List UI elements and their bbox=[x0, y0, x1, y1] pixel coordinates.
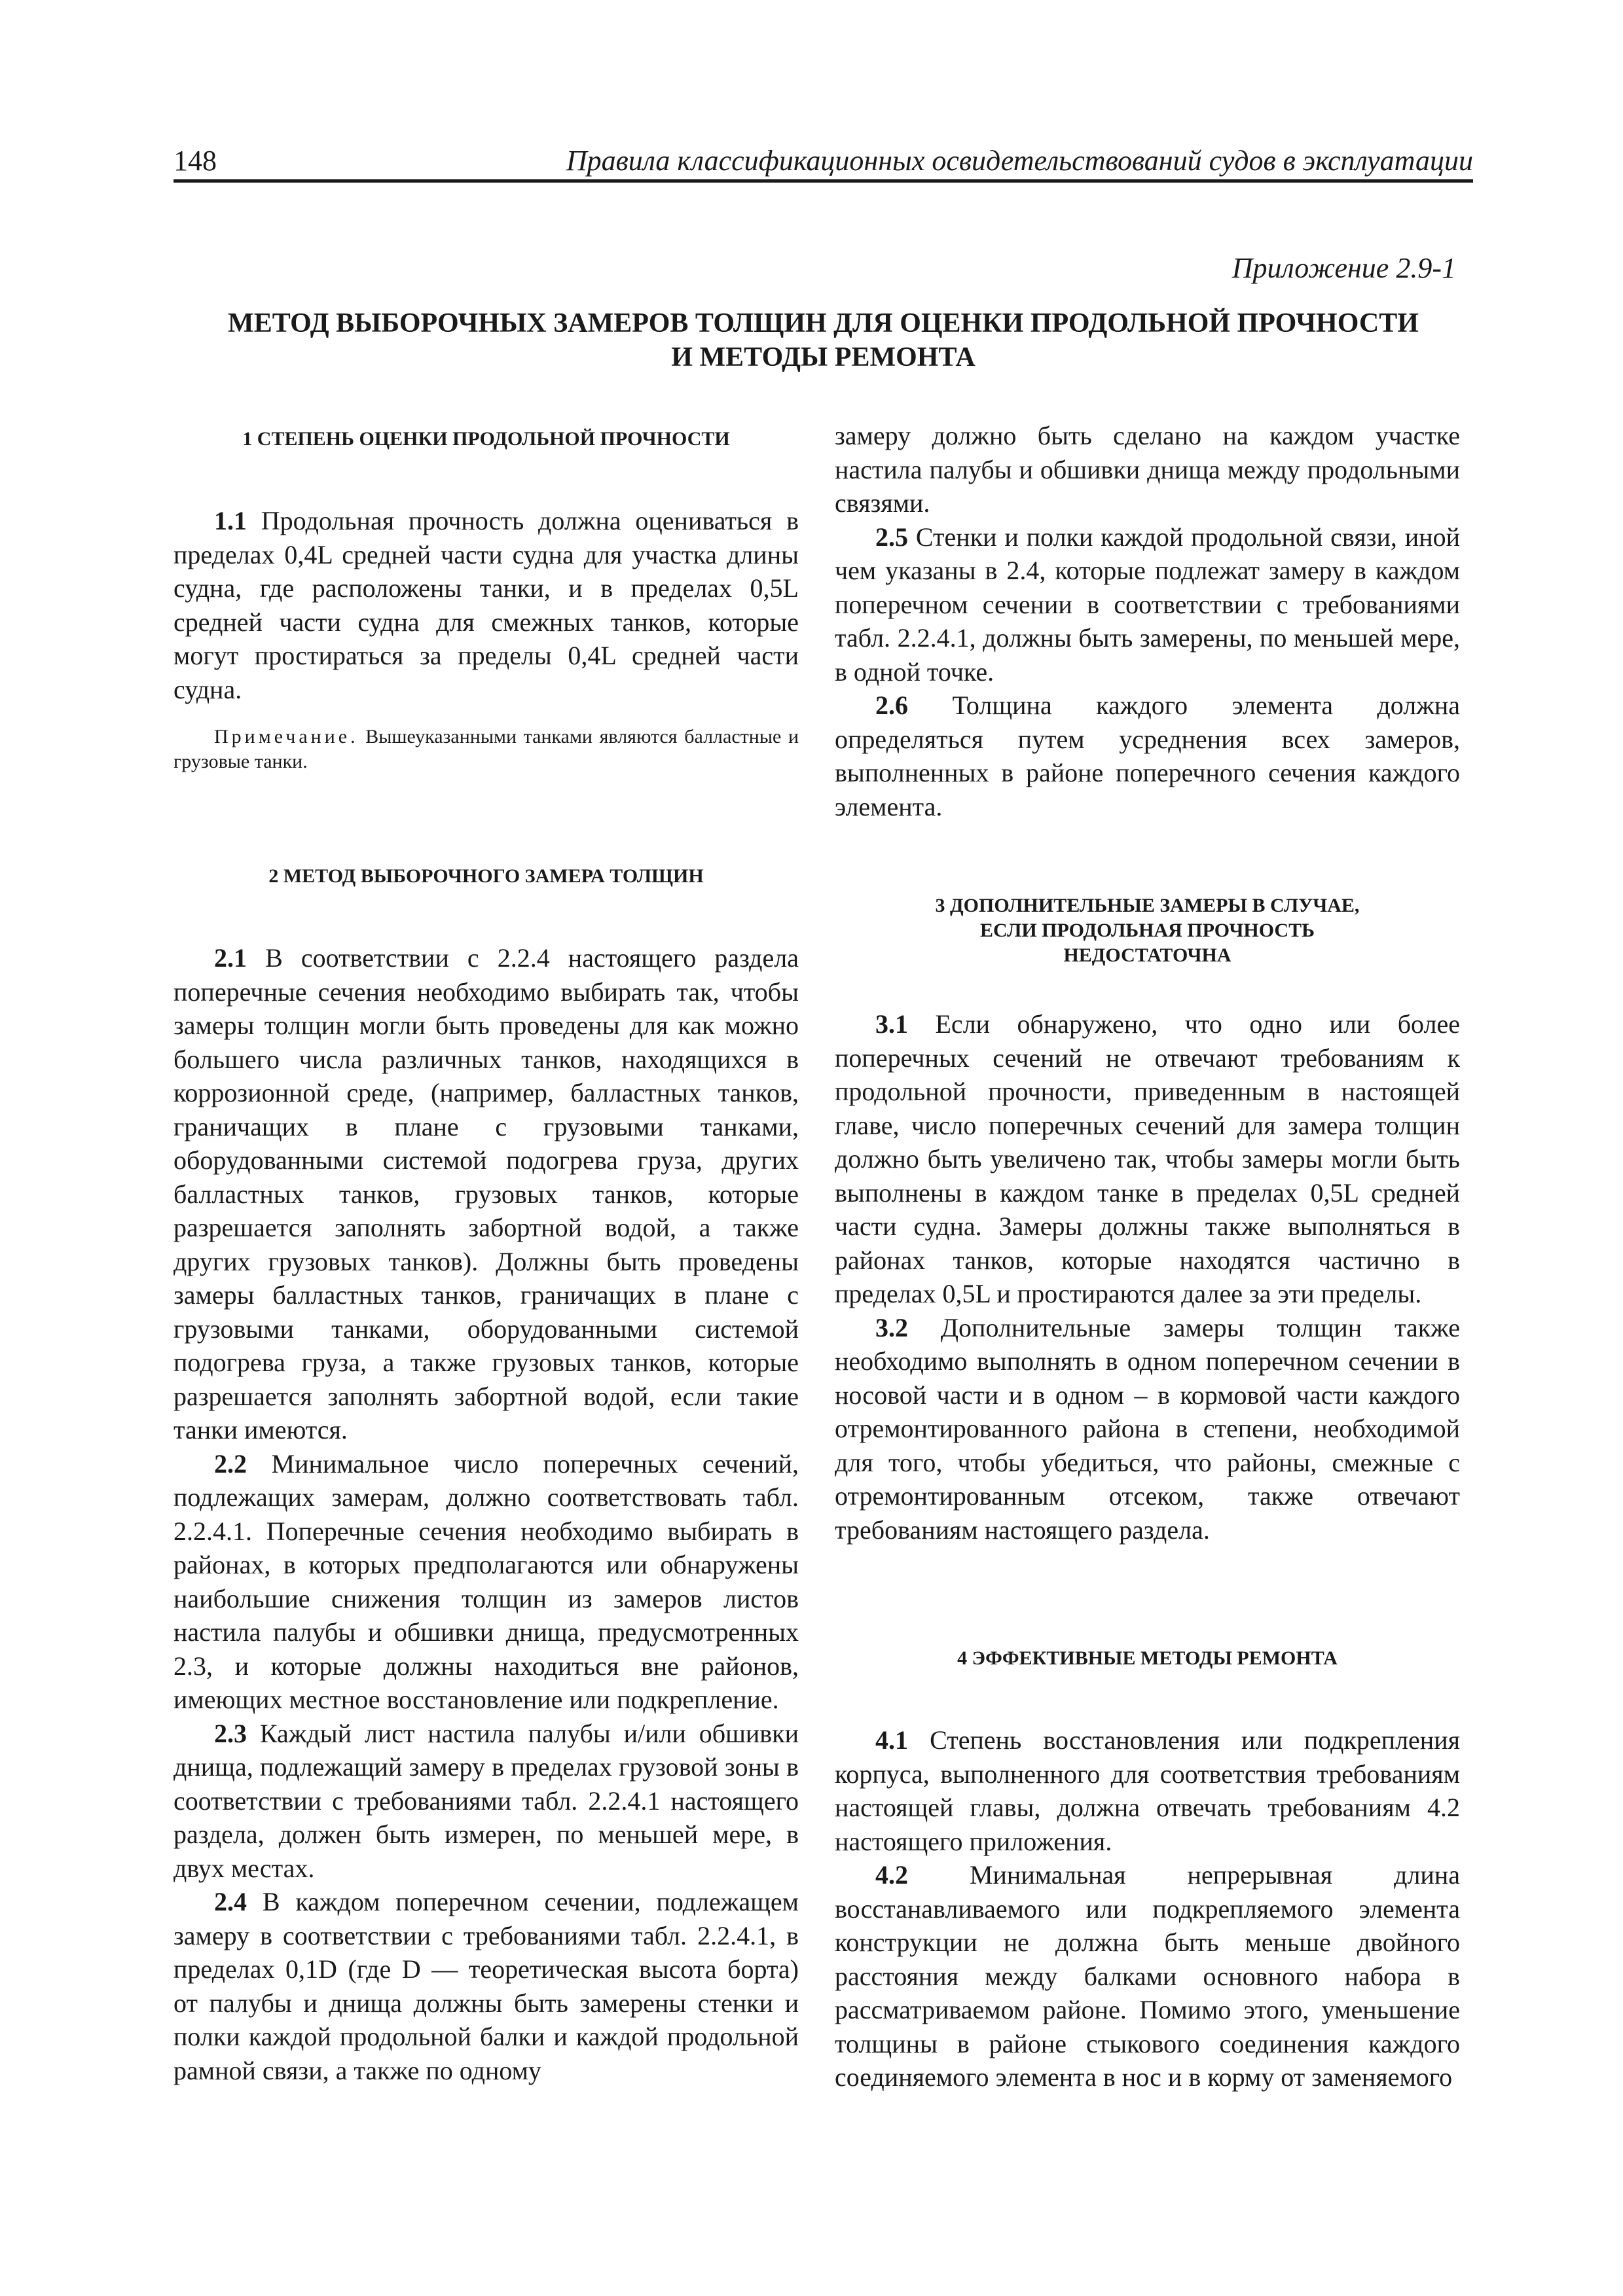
section-4-heading: 4 ЭФФЕКТИВНЫЕ МЕТОДЫ РЕМОНТА bbox=[957, 1647, 1338, 1669]
appendix-label: Приложение 2.9-1 bbox=[1231, 252, 1456, 284]
paragraph-text: Дополнительные замеры толщин также необходимо выполнять в одном поперечном сечении в носовой части и в одном – в кормовой части каждого отремонтированного района в степени, необходимой для того, чтобы убедиться, что районы, смежные с отремонтированным отсеком, также отвечают требованиям настоящего раздела. bbox=[835, 1312, 1460, 1545]
section-2-continued bbox=[835, 419, 1460, 823]
paragraph-number: 2.6 bbox=[875, 691, 908, 720]
paragraph-3-2 bbox=[835, 1311, 1460, 1547]
paragraph-text: Стенки и полки каждой продольной связи, иной чем указаны в 2.4, которые подлежат замеру в каждом поперечном сечении в соответствии с требованиями табл. 2.2.4.1, должны быть замерены, по меньшей мере, в одной точке. bbox=[835, 522, 1461, 687]
paragraph-text: Если обнаружено, что одно или более поперечных сечений не отвечают требованиям к продольной прочности, приведенным в настоящей главе, число поперечных сечений для замера толщин должно быть увеличено так, чтобы замеры могли быть выполнены в каждом танке в пределах 0,5L средней части судна. Замеры должны также выполняться в районах танков, которые находятся частично в пределах 0,5L и простираются далее за эти пределы. bbox=[835, 1009, 1460, 1308]
paragraph-2-4 bbox=[173, 1885, 799, 2087]
paragraph-number: 1.1 bbox=[214, 506, 247, 535]
note-label: Примечание. bbox=[214, 726, 359, 747]
paragraph-2-5 bbox=[835, 520, 1460, 689]
paragraph-2-6 bbox=[835, 689, 1460, 823]
paragraph-number: 2.4 bbox=[214, 1887, 247, 1916]
document-title-line-2: И МЕТОДЫ РЕМОНТА bbox=[671, 342, 976, 372]
paragraph-number: 2.1 bbox=[214, 943, 247, 973]
note bbox=[173, 725, 799, 774]
paragraph-3-1 bbox=[835, 1007, 1460, 1311]
paragraph-text: Минимальное число поперечных сечений, подлежащих замерам, должно соответствовать табл. 2.2.4.1. Поперечные сечения необходимо выбирать в районах, в которых предполагаются или обнаружены наибольшие снижения толщин из замеров листов настила палубы и обшивки днища, предусмотренных 2.3, и которые должны находиться вне районов, имеющих местное восстановление или подкрепление. bbox=[173, 1448, 799, 1714]
paragraph-number: 4.1 bbox=[875, 1725, 908, 1755]
paragraph-number: 3.1 bbox=[875, 1009, 908, 1039]
section-3-heading bbox=[835, 893, 1460, 968]
paragraph-text: В соответствии с 2.2.4 настоящего раздела поперечные сечения необходимо выбирать так, чтобы замеры толщин могли быть проведены для как можно большего числа различных танков, находящихся в коррозионной среде, (например, балластных танков, граничащих в плане с грузовыми танками, оборудованными системой подогрева груза, других балластных танков, грузовых танков, которые разрешается заполнять забортной водой, а также других грузовых танков). Должны быть проведены замеры балластных танков, граничащих в плане с грузовыми танками, оборудованными системой подогрева груза, а также грузовых танков, которые разрешается заполнять забортной водой, если такие танки имеются. bbox=[173, 943, 799, 1444]
paragraph-text: Степень восстановления или подкрепления корпуса, выполненного для соответствия требованиям настоящей главы, должна отвечать требованиям 4.2 настоящего приложения. bbox=[835, 1725, 1460, 1856]
section-3-heading-line-2: ЕСЛИ ПРОДОЛЬНАЯ ПРОЧНОСТЬ bbox=[980, 920, 1315, 941]
paragraph-2-4-continued: замеру должно быть сделано на каждом участке настила палубы и обшивки днища между продольными связями. bbox=[835, 421, 1460, 518]
paragraph-number: 2.2 bbox=[214, 1448, 247, 1479]
paragraph-2-2 bbox=[173, 1447, 799, 1717]
section-1-heading: 1 СТЕПЕНЬ ОЦЕНКИ ПРОДОЛЬНОЙ ПРОЧНОСТИ bbox=[242, 428, 730, 450]
document-title bbox=[173, 306, 1473, 374]
section-3 bbox=[835, 893, 1460, 1547]
section-3-heading-line-3: НЕДОСТАТОЧНА bbox=[1063, 944, 1231, 966]
paragraph-1-1 bbox=[173, 504, 799, 706]
paragraph-text: Продольная прочность должна оцениваться в пределах 0,4L средней части судна для участка длины судна, где расположены танки, и в пределах 0,5L средней части судна для смежных танков, которые могут простираться за пределы 0,4L средней части судна. bbox=[173, 506, 799, 704]
paragraph-text: Каждый лист настила палубы и/или обшивки днища, подлежащий замеру в пределах грузовой зоны в соответствии с требованиями табл. 2.2.4.1 настоящего раздела, должен быть измерен, по меньшей мере, в двух местах. bbox=[173, 1718, 799, 1883]
paragraph-2-1 bbox=[173, 941, 799, 1447]
section-2-heading: 2 МЕТОД ВЫБОРОЧНОГО ЗАМЕРА ТОЛЩИН bbox=[268, 865, 704, 887]
document-title-line-1: МЕТОД ВЫБОРОЧНЫХ ЗАМЕРОВ ТОЛЩИН ДЛЯ ОЦЕНКИ ПРОДОЛЬНОЙ ПРОЧНОСТИ bbox=[228, 308, 1419, 338]
running-header bbox=[173, 143, 1473, 183]
paragraph-text: Толщина каждого элемента должна определяться путем усреднения всех замеров, выполненных в районе поперечного сечения каждого элемента. bbox=[835, 691, 1460, 821]
paragraph-text: Минимальная непрерывная длина восстанавливаемого или подкрепляемого элемента конструкции не должна быть меньше двойного расстояния между балками основного набора в рассматриваемом районе. Помимо этого, уменьшение толщины в районе стыкового соединения каждого соединяемого элемента в нос и в корму от заменяемого bbox=[835, 1860, 1461, 2092]
paragraph-number: 2.3 bbox=[214, 1718, 247, 1748]
paragraph-number: 4.2 bbox=[875, 1860, 908, 1890]
section-1 bbox=[173, 427, 799, 774]
paragraph-text: В каждом поперечном сечении, подлежащем замеру в соответствии с требованиями табл. 2.2.4.1, в пределах 0,1D (где D — теоретическая высота борта) от палубы и днища должны быть замерены стенки и полки каждой продольной балки и каждой продольной рамной связи, а также по одному bbox=[173, 1887, 799, 2085]
paragraph-number: 2.5 bbox=[875, 522, 908, 552]
section-3-heading-line-1: 3 ДОПОЛНИТЕЛЬНЫЕ ЗАМЕРЫ В СЛУЧАЕ, bbox=[935, 895, 1360, 916]
section-4 bbox=[835, 1646, 1460, 2094]
section-2 bbox=[173, 864, 799, 2087]
note-text: Вышеуказанными танками являются балластные и грузовые танки. bbox=[173, 726, 799, 772]
page-number: 148 bbox=[173, 145, 217, 177]
paragraph-4-2 bbox=[835, 1858, 1460, 2094]
paragraph-number: 3.2 bbox=[875, 1312, 908, 1342]
running-header-title: Правила классификационных освидетельствований судов в эксплуатации bbox=[566, 145, 1473, 177]
paragraph-2-3 bbox=[173, 1717, 799, 1886]
paragraph-4-1 bbox=[835, 1723, 1460, 1858]
